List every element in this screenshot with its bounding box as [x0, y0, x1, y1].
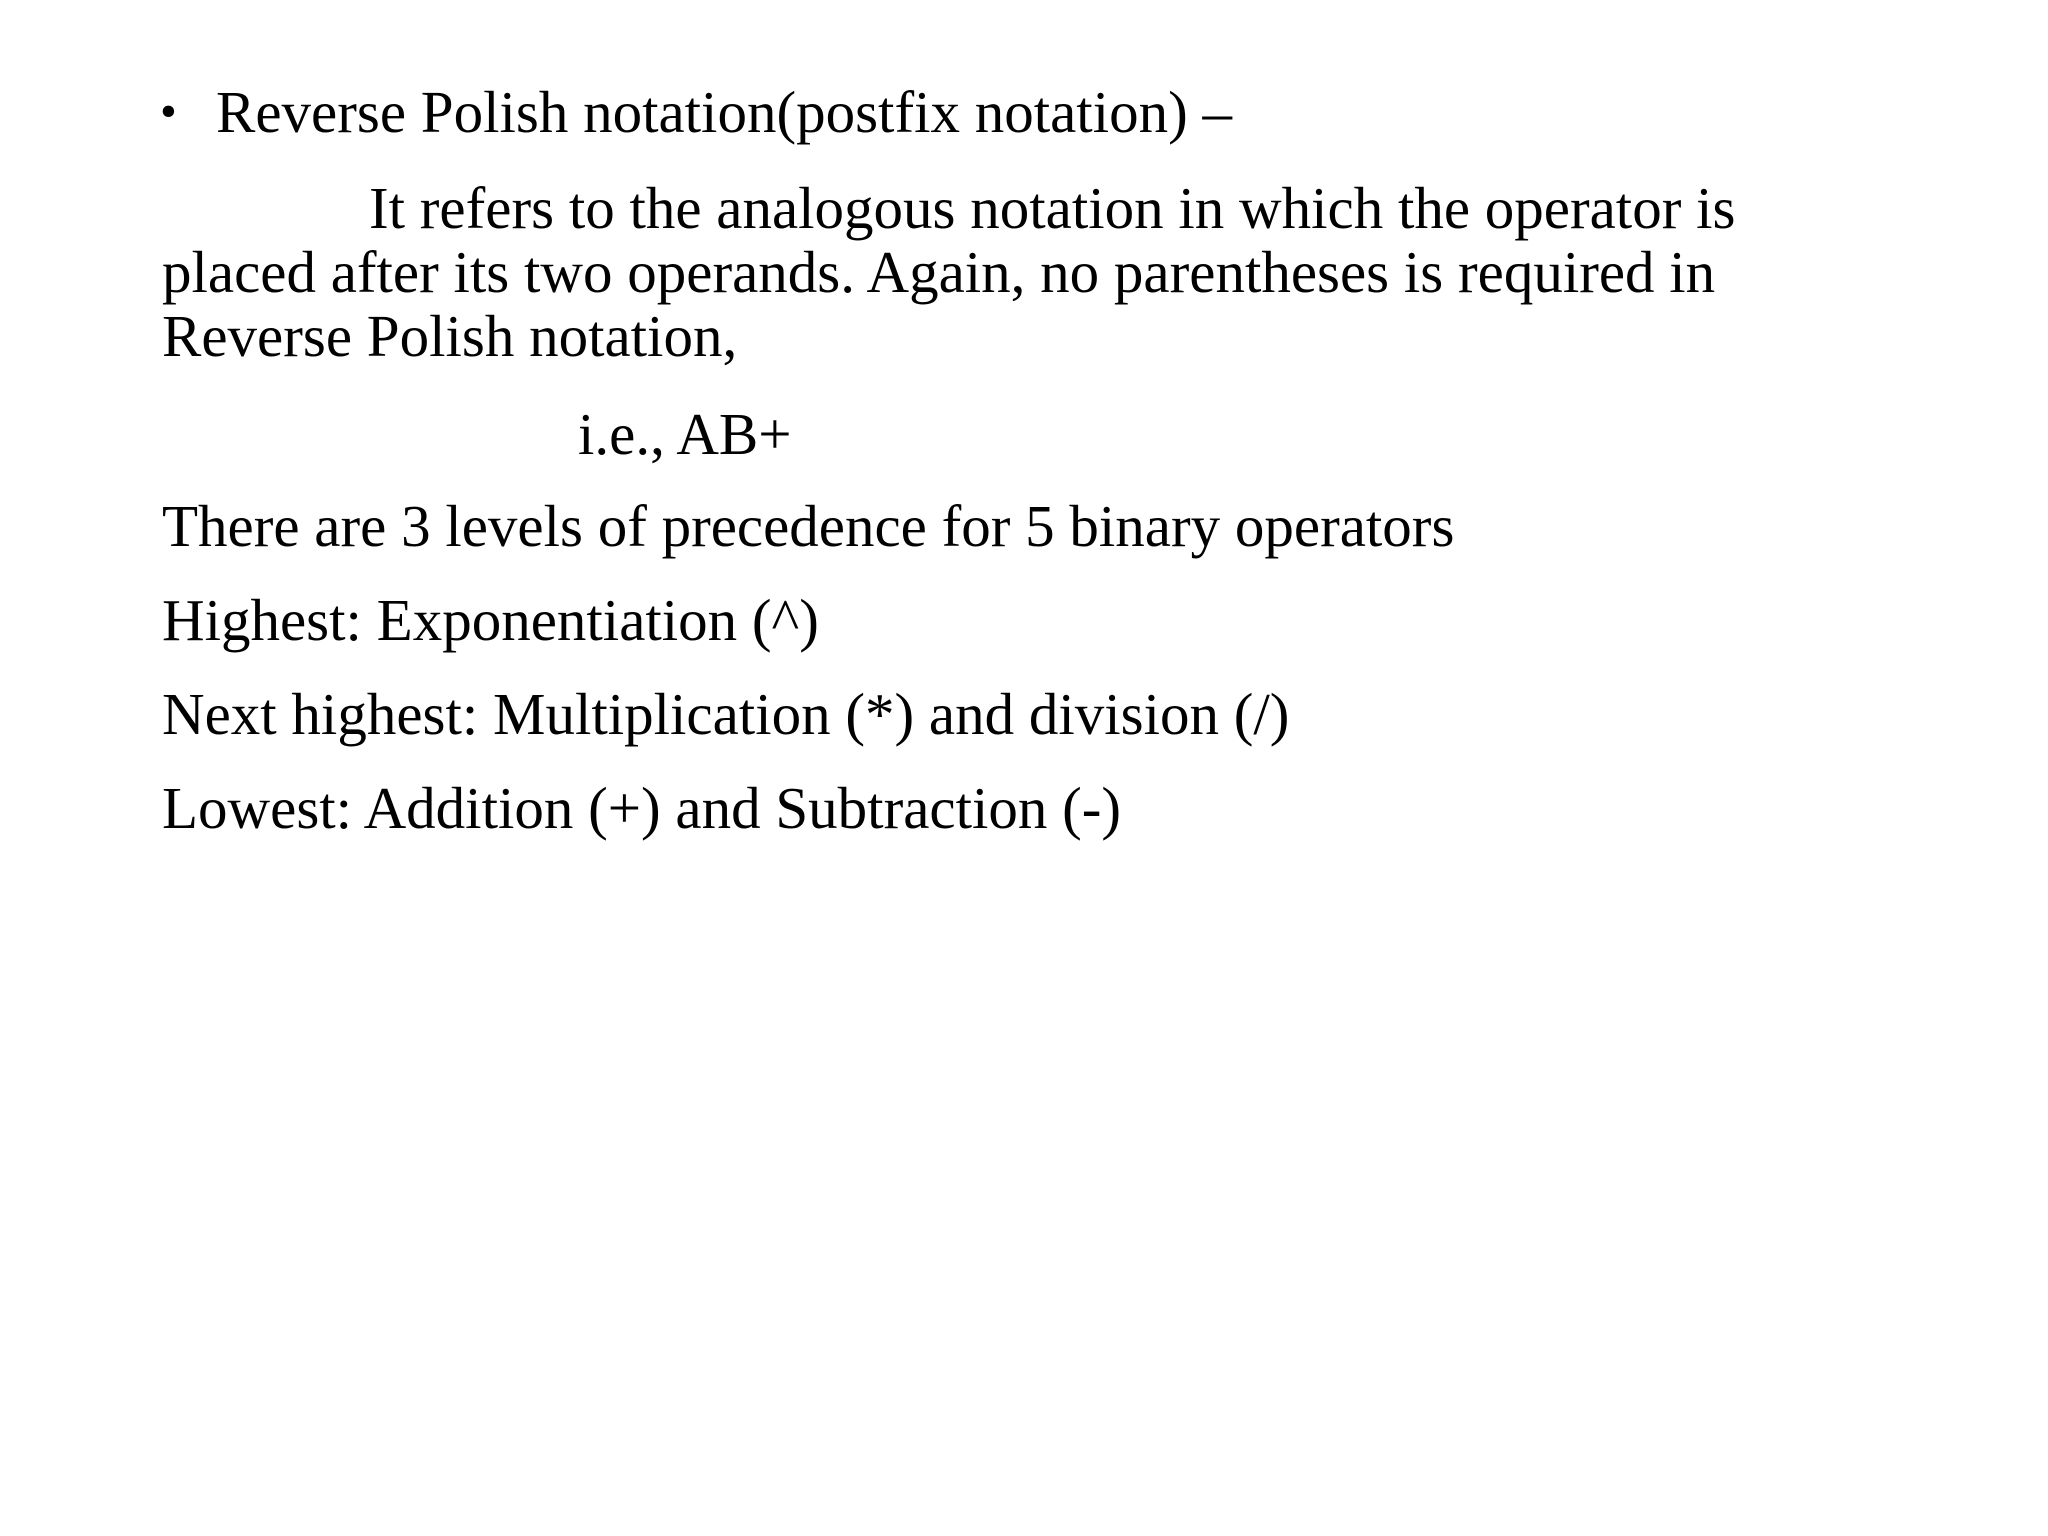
precedence-intro: There are 3 levels of precedence for 5 binary operators — [162, 493, 1455, 559]
precedence-lowest: Lowest: Addition (+) and Subtraction (-) — [162, 775, 1122, 841]
precedence-highest: Highest: Exponentiation (^) — [162, 587, 819, 653]
bullet-heading: Reverse Polish notation(postfix notation) – — [216, 79, 1232, 145]
description-paragraph — [162, 176, 1882, 368]
description-line-2: placed after its two operands. Again, no parentheses is required in — [162, 239, 1716, 305]
bullet-icon: • — [160, 85, 177, 138]
precedence-next-highest: Next highest: Multiplication (*) and division (/) — [162, 681, 1290, 747]
description-line-3: Reverse Polish notation, — [162, 303, 738, 369]
description-line-1: It refers to the analogous notation in which the operator is — [369, 175, 1736, 241]
example-expression: i.e., AB+ — [578, 401, 792, 467]
